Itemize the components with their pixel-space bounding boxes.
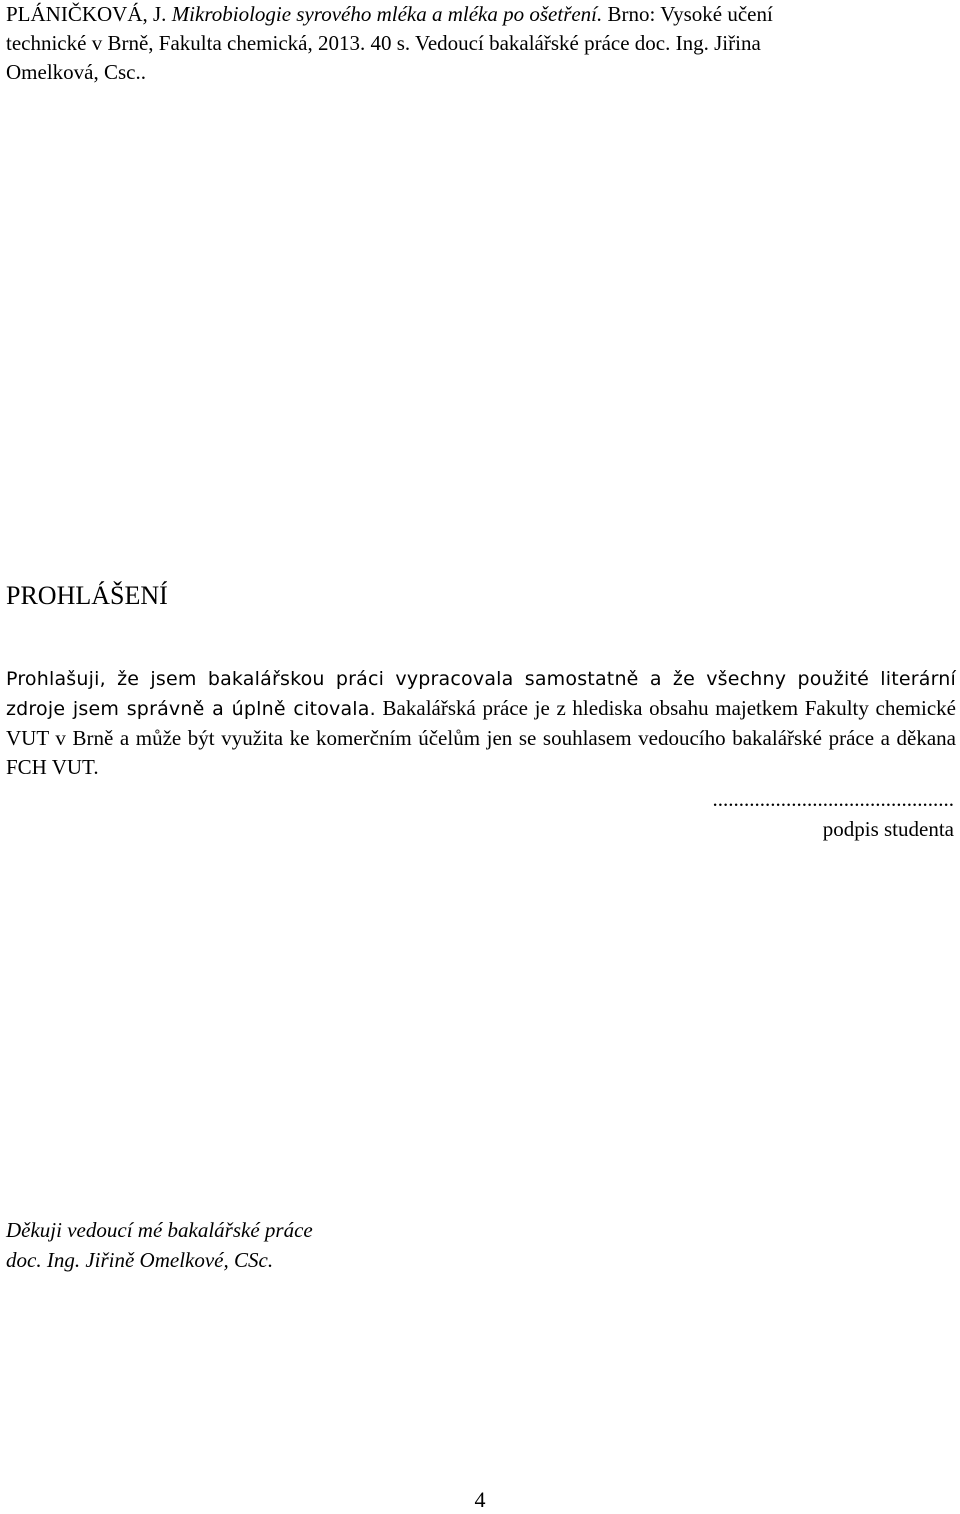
citation-details: technické v Brně, Fakulta chemická, 2013. 40 s. Vedoucí bakalářské práce doc. Ing. Jiřina [6,31,761,55]
signature-line: .............................................. [712,787,954,811]
citation-supervisor: Omelková, Csc.. [6,60,146,84]
declaration-heading: PROHLÁŠENÍ [6,581,168,610]
declaration-ownership: Bakalářská práce je z hlediska obsahu majetkem Fakulty chemické VUT v Brně a může být využita ke komerčním účelům jen se souhlasem vedoucího bakalářské práce a děkana FCH VUT. [6,696,956,779]
acknowledgement-line-2: doc. Ing. Jiřině Omelkové, CSc. [6,1248,274,1272]
declaration-paragraph [6,664,956,782]
acknowledgement [6,1215,956,1275]
citation-publisher: Brno: Vysoké učení [607,2,773,26]
acknowledgement-line-1: Děkuji vedoucí mé bakalářské práce [6,1218,313,1242]
signature-label: podpis studenta [822,817,954,841]
citation-title: Mikrobiologie syrového mléka a mléka po ošetření. [171,2,603,26]
signature-block [713,784,955,844]
citation-author: PLÁNIČKOVÁ, J. [6,2,167,26]
page-number: 4 [474,1487,486,1512]
declaration-statement: Prohlašuji, že jsem bakalářskou práci vypracovala samostatně a že všechny použité literární zdroje jsem správně a úplně citovala. [6,668,956,720]
bibliographic-citation [6,0,956,87]
